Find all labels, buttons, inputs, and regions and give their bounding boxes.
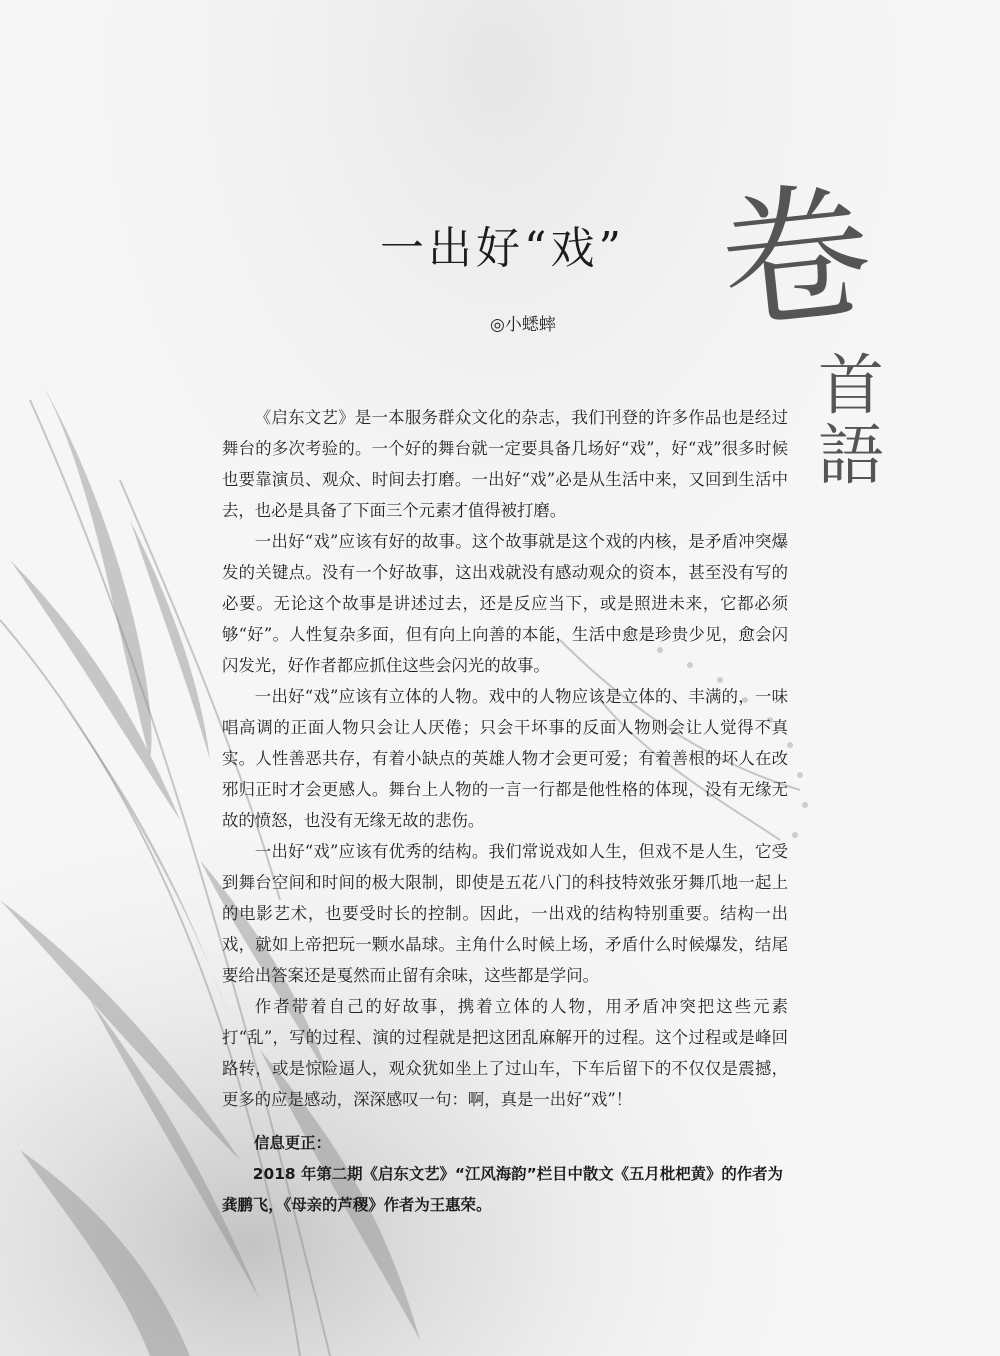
article-title: 一出好“戏”: [380, 223, 625, 274]
body-paragraph: 一出好“戏”应该有好的故事。这个故事就是这个戏的内核，是矛盾冲突爆发的关键点。没有一个好故事，这出戏就没有感动观众的资本，甚至没有写的必要。无论这个故事是讲述过去，还是反应当下，或是照进未来，它都必须够“好”。人性复杂多面，但有向上向善的本能，生活中愈是珍贵少见，愈会闪闪发光，好作者都应抓住这些会闪光的故事。: [222, 532, 788, 675]
body-paragraph: 一出好“戏”应该有优秀的结构。我们常说戏如人生，但戏不是人生，它受到舞台空间和时间的极大限制，即使是五花八门的科技特效张牙舞爪地一起上的电影艺术，也要受时长的控制。因此，一出戏的结构特别重要。结构一出戏，就如上帝把玩一颗水晶球。主角什么时候上场，矛盾什么时候爆发，结尾要给出答案还是戛然而止留有余味，这些都是学问。: [222, 842, 788, 985]
correction-text: 2018 年第二期《启东文艺》“江风海韵”栏目中散文《五月枇杷黄》的作者为龚鹏飞，《母亲的芦稷》作者为王惠荣。: [222, 1165, 783, 1214]
calligraphy-char-1: 卷: [712, 164, 880, 353]
article-body: [222, 402, 788, 1115]
correction-notice: [222, 1128, 788, 1221]
correction-heading: 信息更正：: [254, 1134, 331, 1152]
body-paragraph: 一出好“戏”应该有立体的人物。戏中的人物应该是立体的、丰满的，一味唱高调的正面人物只会让人厌倦；只会干坏事的反面人物则会让人觉得不真实。人性善恶共存，有着小缺点的英雄人物才会更可爱；有着善根的坏人在改邪归正时才会更感人。舞台上人物的一言一行都是他性格的体现，没有无缘无故的愤怒，也没有无缘无故的悲伤。: [222, 687, 788, 830]
body-paragraph: 作者带着自己的好故事，携着立体的人物，用矛盾冲突把这些元素打“乱”，写的过程、演的过程就是把这团乱麻解开的过程。这个过程或是峰回路转，或是惊险逼人，观众犹如坐上了过山车，下车后留下的不仅仅是震撼，更多的应是感动，深深感叹一句：啊，真是一出好“戏”！: [222, 997, 788, 1109]
body-paragraph: 《启东文艺》是一本服务群众文化的杂志，我们刊登的许多作品也是经过舞台的多次考验的。一个好的舞台就一定要具备几场好“戏”，好“戏”很多时候也要靠演员、观众、时间去打磨。一出好“戏”必是从生活中来，又回到生活中去，也必是具备了下面三个元素才值得被打磨。: [222, 408, 788, 520]
calligraphy-char-2: 首: [818, 347, 884, 424]
author-byline: ◎小蟋蟀: [490, 315, 556, 335]
calligraphy-char-3: 語: [818, 417, 884, 494]
